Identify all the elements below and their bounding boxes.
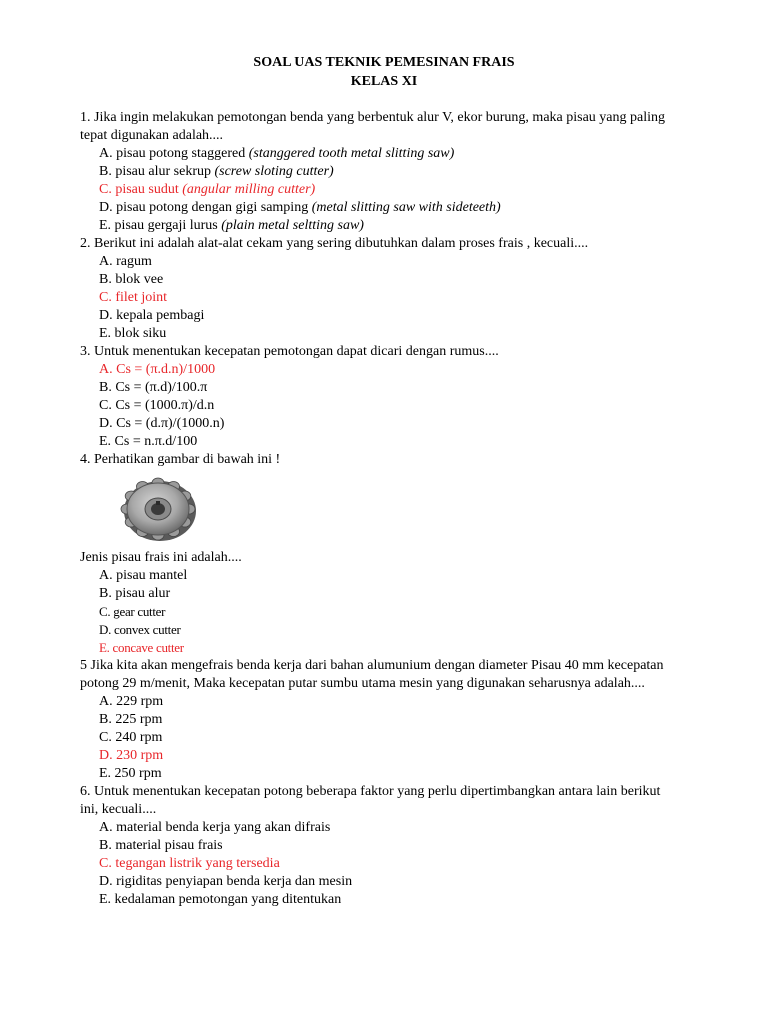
question-1-stem-line2: tepat digunakan adalah.... bbox=[80, 128, 224, 143]
question-6-option-c-answer: C. tegangan listrik yang tersedia bbox=[99, 856, 280, 871]
question-1-option-c-answer: C. pisau sudut (angular milling cutter) bbox=[99, 182, 316, 197]
question-3 bbox=[80, 343, 720, 451]
question-5-stem-line2: potong 29 m/menit, Maka kecepatan putar sumbu utama mesin yang digunakan seharusnya adalah.... bbox=[80, 676, 645, 691]
question-3-option-a-answer: A. Cs = (π.d.n)/1000 bbox=[99, 362, 216, 377]
question-4-option-a: A. pisau mantel bbox=[99, 568, 188, 583]
question-4-prompt: Jenis pisau frais ini adalah.... bbox=[80, 550, 242, 565]
question-2-option-e: E. blok siku bbox=[99, 326, 167, 341]
question-4-option-c: C. gear cutter bbox=[99, 604, 166, 619]
milling-cutter-icon bbox=[118, 475, 198, 543]
question-3-option-b: B. Cs = (π.d)/100.π bbox=[99, 380, 208, 395]
question-6-stem-line2: ini, kecuali.... bbox=[80, 802, 157, 817]
question-6-option-b: B. material pisau frais bbox=[99, 838, 223, 853]
question-3-stem: 3. Untuk menentukan kecepatan pemotongan dapat dicari dengan rumus.... bbox=[80, 344, 499, 359]
question-1-option-e: E. pisau gergaji lurus (plain metal seltting saw) bbox=[99, 218, 364, 233]
question-3-option-d: D. Cs = (d.π)/(1000.n) bbox=[99, 416, 225, 431]
question-5-option-a: A. 229 rpm bbox=[99, 694, 164, 709]
question-5-option-d-answer: D. 230 rpm bbox=[99, 748, 164, 763]
question-6 bbox=[80, 783, 720, 909]
question-6-option-e: E. kedalaman pemotongan yang ditentukan bbox=[99, 892, 342, 907]
question-2-option-c-answer: C. filet joint bbox=[99, 290, 168, 305]
question-list bbox=[80, 109, 720, 909]
question-4 bbox=[80, 451, 720, 657]
question-5-option-c: C. 240 rpm bbox=[99, 730, 163, 745]
question-5-option-b: B. 225 rpm bbox=[99, 712, 163, 727]
question-6-stem-line1: 6. Untuk menentukan kecepatan potong beberapa faktor yang perlu dipertimbangkan antara lain berikut bbox=[80, 784, 661, 799]
question-4-stem: 4. Perhatikan gambar di bawah ini ! bbox=[80, 452, 281, 467]
question-1-option-a: A. pisau potong staggered (stanggered tooth metal slitting saw) bbox=[99, 146, 455, 161]
question-3-option-e: E. Cs = n.π.d/100 bbox=[99, 434, 198, 449]
document-title: SOAL UAS TEKNIK PEMESINAN FRAIS bbox=[253, 55, 515, 70]
question-1-stem-line1: 1. Jika ingin melakukan pemotongan benda yang berbentuk alur V, ekor burung, maka pisau yang paling bbox=[80, 110, 666, 125]
question-2-option-d: D. kepala pembagi bbox=[99, 308, 205, 323]
question-1 bbox=[80, 109, 720, 235]
question-5-stem-line1: 5 Jika kita akan mengefrais benda kerja dari bahan alumunium dengan diameter Pisau 40 mm kecepatan bbox=[80, 658, 664, 673]
question-5 bbox=[80, 657, 720, 783]
document-subtitle: KELAS XI bbox=[350, 74, 418, 89]
question-2-option-a: A. ragum bbox=[99, 254, 152, 269]
question-3-option-c: C. Cs = (1000.π)/d.n bbox=[99, 398, 215, 413]
question-2-stem: 2. Berikut ini adalah alat-alat cekam yang sering dibutuhkan dalam proses frais , kecuali.... bbox=[80, 236, 589, 251]
question-2-option-b: B. blok vee bbox=[99, 272, 164, 287]
question-5-option-e: E. 250 rpm bbox=[99, 766, 162, 781]
question-1-option-d: D. pisau potong dengan gigi samping (metal slitting saw with sideteeth) bbox=[99, 200, 501, 215]
question-2 bbox=[80, 235, 720, 343]
question-4-option-d: D. convex cutter bbox=[99, 622, 181, 637]
question-6-option-a: A. material benda kerja yang akan difrais bbox=[99, 820, 331, 835]
question-1-option-b: B. pisau alur sekrup (screw sloting cutter) bbox=[99, 164, 334, 179]
question-4-option-b: B. pisau alur bbox=[99, 586, 171, 601]
question-6-option-d: D. rigiditas penyiapan benda kerja dan mesin bbox=[99, 874, 353, 889]
question-4-option-e-answer: E. concave cutter bbox=[99, 640, 184, 655]
